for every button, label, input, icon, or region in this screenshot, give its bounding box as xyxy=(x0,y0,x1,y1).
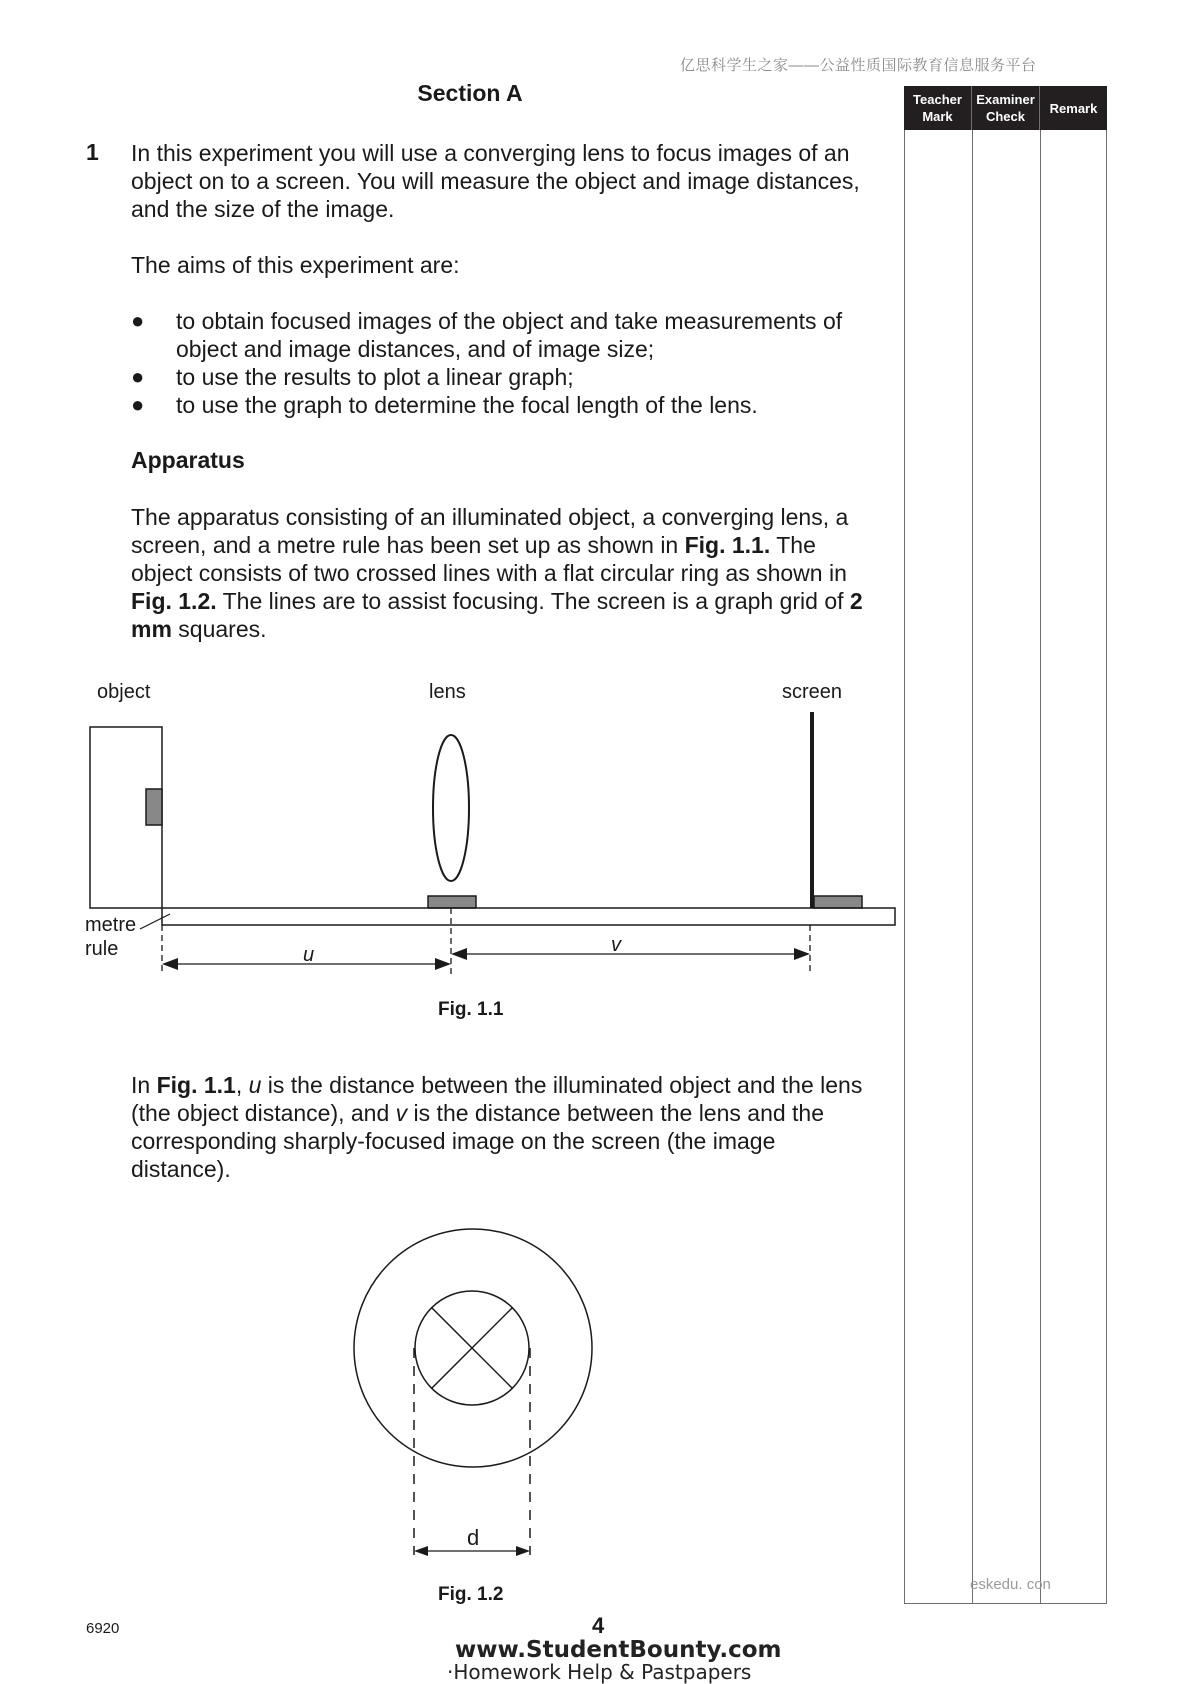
fig-reference: Fig. 1.1 xyxy=(156,1072,236,1098)
u-distance-label: u xyxy=(303,944,315,966)
arrowhead-icon xyxy=(414,1546,428,1556)
bullet-icon: ● xyxy=(131,392,145,417)
page-number: 4 xyxy=(592,1613,605,1638)
rule-label: rule xyxy=(85,938,119,960)
v-symbol: v xyxy=(395,1100,408,1126)
figure-1-1-caption: Fig. 1.1 xyxy=(438,999,504,1020)
u-symbol: u xyxy=(248,1072,262,1098)
question-intro: In this experiment you will use a converging lens to focus images of an object on to a screen. You will measure the object and image distances, and the size of the image. xyxy=(131,140,860,222)
aims-intro: The aims of this experiment are: xyxy=(131,252,460,278)
aim-item: to use the graph to determine the focal length of the lens. xyxy=(176,392,758,418)
aim-item: to use the results to plot a linear graph; xyxy=(176,364,574,390)
screen-label: screen xyxy=(782,681,843,703)
header-watermark: 亿思科学生之家——公益性质国际教育信息服务平台 xyxy=(680,57,1037,74)
remark-header: Remark xyxy=(1049,100,1098,116)
question-number: 1 xyxy=(86,139,99,165)
studentbounty-tagline: ·Homework Help & Pastpapers xyxy=(447,1660,752,1684)
distance-description: In Fig. 1.1, u is the distance between the illuminated object and the lens (the object distance), and v is the distance between the lens and the corresponding sharply-focused image on the screen (the image distance). xyxy=(131,1072,863,1182)
teacher-mark-header: Teacher Mark xyxy=(904,86,972,130)
eskedu-watermark: eskedu. con xyxy=(970,1576,1051,1593)
apparatus-heading: Apparatus xyxy=(131,447,245,473)
studentbounty-link[interactable]: www.StudentBounty.com xyxy=(455,1637,782,1663)
paper-code: 6920 xyxy=(86,1620,120,1637)
bullet-icon: ● xyxy=(131,364,145,389)
apparatus-description: The apparatus consisting of an illuminated object, a converging lens, a screen, and a metre rule has been set up as shown in Fig. 1.1. The object consists of two crossed lines with a flat circular ring as shown in Fig. 1.2. The lines are to assist focusing. The screen is a graph grid of 2 mm squares. xyxy=(131,504,863,642)
fig-reference: Fig. 1.1. xyxy=(684,532,771,558)
section-title: Section A xyxy=(417,80,523,106)
figure-1-2-caption: Fig. 1.2 xyxy=(438,1584,504,1605)
arrowhead-icon xyxy=(516,1546,530,1556)
bullet-icon: ● xyxy=(131,308,145,333)
d-label: d xyxy=(467,1525,480,1550)
aim-item: to obtain focused images of the object and take measurements of object and image distances, and of image size; xyxy=(176,308,843,362)
grid-size: 2 mm xyxy=(131,588,863,642)
examiner-check-header: Examiner Check xyxy=(972,86,1040,130)
fig-reference: Fig. 1.2. xyxy=(131,588,217,614)
v-distance-label: v xyxy=(611,934,621,956)
lens-label: lens xyxy=(429,681,466,703)
metre-label: metre xyxy=(85,914,137,936)
object-label: object xyxy=(97,681,151,703)
